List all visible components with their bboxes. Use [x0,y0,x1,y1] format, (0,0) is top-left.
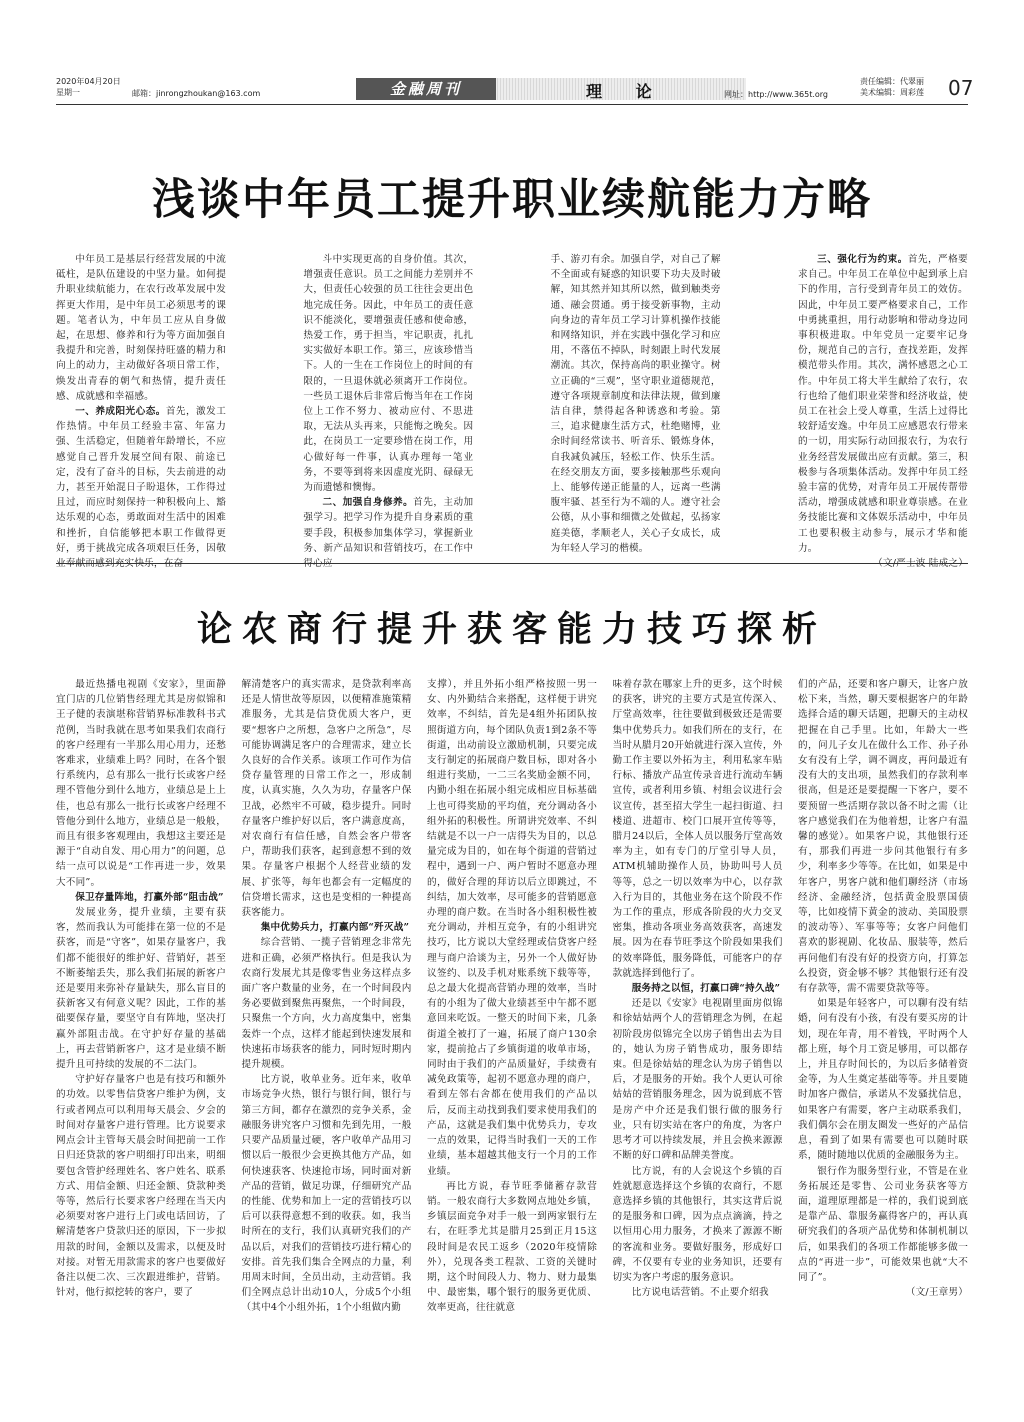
paragraph [798,996,968,1163]
paragraph-text: 最近热播电视剧《安家》，里面静宜门店的几位销售经理尤其是房似锦和王子健的表演堪称营销界标准教科书式范例，当时我就在思考如果我们农商行的客户经理有一半那么用心用力，还愁客难求，业绩难上吗？同时，在各个银行系统内，总有那么一批行长或客户经理不管他分到什么地方，业绩总是上上佳，也总有那么一批行长或客户经理不管他分到什么地方，业绩总是一般般，而且有很多客观理由，我想这主要还是源于“自动自发、用心用力”的问题，总结一点可以说是“工作再进一步，效果大不同”。 [56,679,226,888]
paragraph [427,1179,597,1316]
paragraph-text: 首先，主动加强学习。把学习作为提升自身素质的重要手段，积极参加集体学习，掌握新业务、新产品知识和营销技巧，在工作中得心应 [303,497,474,570]
paragraph [551,252,721,556]
paragraph-text: 味着存款在哪家上升的更多，这个时候的获客，讲究的主要方式是宣传深入、厅堂高效率，往往要做到极致还是需要集中优势兵力。如我们所在的支行，在当时从腊月20开始就进行深入宣传，外勤工作主要以外拓为主，利用私家车贴行标、播放产品宣传录音进行流动车辆宣传，或者利用乡镇、村组会议进行会议宣传，甚至招大学生一起扫街道、扫楼道、进超市、校门口展开宣传等等，腊月24以后，全体人员以服务厅堂高效率为主，如有专门的厅堂引导人员，ATM机辅助操作人员，协助叫号人员等等，总之一切以效率为中心，以存款入行为目的，其他业务在这个阶段不作为工作的重点，形成各阶段的火力交叉密集，推动各项业务高效获客，高速发展。因为在春节旺季这个阶段如果我们的效率降低，服务降低，可能客户的存款就选择到他行了。 [612,679,783,979]
paragraph [613,1164,783,1286]
section-heading [613,981,783,996]
paragraph [56,1072,226,1300]
article2-column [798,677,968,1381]
paragraph [56,905,226,1072]
paragraph-text: 斗中实现更高的自身价值。其次，增强责任意识。员工之间能力差别并不大，但责任心较强的员工往往会更出色地完成任务。因此，中年员工的责任意识不能淡化，要增强责任感和使命感，热爱工作，勇于担当，牢记职责，扎扎实实做好本职工作。第三，应该珍惜当下。人的一生在工作岗位上的时间的有限的，一旦退休就必须离开工作岗位。一些员工退休后非常后悔当年在工作岗位上工作不努力、被动应付、不思进取，无法从头再来，只能悔之晚矣。因此，在岗员工一定要珍惜在岗工作，用心做好每一件事，认真办理每一笔业务，不要等到将来因虚度光阴、碌碌无为而遗憾和懊悔。 [303,254,474,494]
article2-column [56,677,226,1381]
paragraph-text: 银行作为服务型行业，不管是在业务拓展还是零售、公司业务获客等方面，道理原理都是一样的，我们说到底是靠产品、靠服务赢得客户的，再认真研究我们的各项产品优势和体制机制以后，如果我们的各项工作都能够多做一点的“再进一步”，可能效果也就“大不同了”。 [798,1165,968,1283]
section-heading-text: 集中优势兵力，打赢内部“歼灭战” [260,922,410,934]
paragraph [798,252,968,556]
section-heading [56,890,226,905]
page-number: 07 [948,76,974,100]
article1-body [56,252,968,570]
article2-column [242,677,412,1381]
section-name: 理 论 [586,82,666,101]
author-byline: （文/严士波 陆成之） [873,558,968,570]
paragraph [303,495,473,571]
section-heading [242,920,412,935]
section-heading-text: 二、加强自身修养。 [322,497,414,509]
art-editor-name: 美术编辑：周彩莲 [860,88,924,97]
paragraph-text: 首先，激发工作热情。中年员工经验丰富、年富力强、生活稳定，但随着年龄增长，不应感觉自己晋升发展空间有限、前途已定，没有了奋斗的目标，失去前进的动力，甚至开始混日子盼退休，工作得过且过，而应时刻保持一种积极向上、豁达乐观的心态，勇敢面对生活中的困难和挫折，自信能够把本职工作做得更好，勇于挑战完成各项艰巨任务，因敬业奉献而感到充实快乐，在奋 [56,406,226,570]
masthead-rule [56,104,968,105]
paragraph [798,677,968,996]
paragraph [242,1072,412,1315]
editor-credits [860,76,924,98]
issue-date [56,76,121,98]
paragraph-text: 比方说电话营销。不止要介绍我 [631,1287,769,1299]
paragraph-text: 还是以《安家》电视剧里面房似锦和徐姑姑两个人的营销理念为例，在起初阶段房似锦完全以房子销售出去为目的，她认为房子销售成功，服务即结束。但是徐姑姑的理念认为房子销售以后，才是服务的开始。我个人更认可徐姑姑的营销服务理念，因为说到底不管是房产中介还是我们银行做的服务行业，只有切实站在客户的角度，为客户思考才可以持续发展，并且会换来源源不断的好口碑和品牌美誉度。 [612,998,783,1162]
paragraph [303,252,473,495]
article1-column [550,252,721,554]
paragraph [242,677,412,920]
masthead-website: 网址：http://www.365t.org [724,90,829,99]
masthead-email: 邮箱：jinrongzhoukan@163.com [132,89,261,98]
paragraph-text: 中年员工是基层行经营发展的中流砥柱，是队伍建设的中坚力量。如何提升职业续航能力，在农行改革发展中发挥更大作用，是中年员工必须思考的课题。笔者认为，中年员工应从自身做起，在思想、修养和行为等方面加强自我提升和完善，时刻保持旺盛的精力和向上的动力，主动做好各项日常工作，焕发出青春的朝气和热情，提升责任感、成就感和幸福感。 [56,254,226,402]
paragraph-text: 比方说，有的人会说这个乡镇的百姓就愿意选择这个乡镇的农商行，不愿意选择乡镇的其他银行，其实这背后说的是服务和口碑，因为点点滴滴，持之以恒用心用力服务，才换来了源源不断的客流和业务。要做好服务，形成好口碑，不仅要有专业的业务知识，还要有切实为客户考虑的服务意识。 [612,1165,783,1283]
editor-name: 责任编辑：代翠丽 [860,77,924,86]
paragraph [56,677,226,890]
paragraph [613,677,783,981]
newspaper-brand: 金融周刊 [356,78,496,100]
author-byline: （文/王章男） [905,1287,968,1299]
paragraph [56,252,226,404]
paragraph-text: 守护好存量客户也是有技巧和额外的功效。以零售信贷客户维护为例，支行或者网点可以利用每天晨会、夕会的时间对存量客户进行管理。比方说要求网点会计主管每天晨会时间把前一工作日归还贷款的客户明细打印出来，明细要包含管护经理姓名、客户姓名、联系方式、用信金额、归还金额、贷款种类等等，然后行长要求客户经理在当天内必须要对客户进行上门或电话回访，了解清楚客户贷款归还的原因，下一步拟用款的时间，金额以及需求，以便及时对接。对暂无用款需求的客户也要做好备注以便二次、三次跟进维护，营销。针对，他行拟挖转的客户，要了 [56,1074,226,1299]
masthead [56,76,974,102]
section-heading-text: 三、强化行为约束。 [817,254,908,265]
paragraph-text: 综合营销、一揽子营销理念非常先进和正确，必须严格执行。但是我认为农商行发展尤其是像零售业务这样点多面广客户数量的业务，在一个时间段内务必要做到聚焦再聚焦，一个时间段，只聚焦一个方向，火力高度集中，密集轰炸一个点，这样才能起到快速发展和快速拓市场获客的能力，同时短时期内提升规模。 [241,937,412,1071]
paragraph-text: 解清楚客户的真实需求，是贷款利率高还是人情世故等原因，以便精准施策精准服务，尤其是信贷优质大客户，更要“想客户之所想，急客户之所急”，尽可能协调满足客户的合理需求，建立长久良好的合作关系。该项工作可作为信贷存量管理的日常工作之一，形成制度，认真实施，久久为功，存量客户保卫战，必然牢不可破，稳步提升。同时存量客户维护好以后，客户满意度高，对农商行有信任感，自然会客户带客户，帮助我们获客，起到意想不到的效果。存量客户根据个人经营业绩的发展、扩张等，每年也都会有一定幅度的信贷增长需求，这也是变相的一种提高获客能力。 [241,679,412,919]
article2-column [613,677,783,1381]
article-divider [56,563,968,564]
paragraph-text: 手、游刃有余。加强自学，对自己了解不全面或有疑惑的知识要下功夫及时破解，知其然并知其所以然，做到触类旁通、融会贯通。勇于接受新事物，主动向身边的青年员工学习计算机操作技能和网络知识，并在实践中强化学习和应用，不落伍不掉队，时刻跟上时代发展潮流。其次，保持高尚的职业操守。树立正确的“三观”，坚守职业道德规范，遵守各项规章制度和法律法规，做到廉洁自律，禁得起各种诱惑和考验。第三，追求健康生活方式，杜绝赌博，业余时间经常读书、听音乐、锻炼身体，自我减负减压，轻松工作、快乐生活。在经交朋友方面，要多接触那些乐观向上、能够传递正能量的人，远离一些满腹牢骚、甚至行为不端的人。遵守社会公德，从小事和细微之处做起，弘扬家庭美德，孝顺老人，关心子女成长，成为年轻人学习的楷模。 [550,254,721,554]
paragraph-text: 们的产品，还要和客户聊天，让客户放松下来，当然，聊天要根据客户的年龄选择合适的聊天话题，把聊天的主动权把握在自己手里。比如，年龄大一些的，问儿子女儿在做什么工作、孙子孙女有没有上学，调不调皮，再问最近有没有大的支出项，虽然我们的存款利率很高，但是还是要提醒一下客户，要不要预留一些活期存款以备不时之需（让客户感觉我们在为他着想，让客户有温馨的感觉）。如果客户说，其他银行还有，那我们再进一步问其他银行有多少，利率多少等等。在比如，如果是中年客户，男客户就和他们聊经济（市场经济、金融经济，包括黄金股票国债等，比如疫情下黄金的波动、美国股票的波动等）、军事等等；女客户问他们喜欢的影视剧、化妆品、服装等，然后再问他们有没有好的投资方向，打算怎么投资，资金够不够？其他银行还有没有存款等，需不需要贷款等等。 [798,679,968,995]
article1-column [797,252,968,570]
article2-column [427,677,597,1381]
paragraph [56,404,226,571]
article1-column [56,252,226,570]
paragraph [613,1285,783,1300]
paragraph-text: 首先，严格要求自己。中年员工在单位中起到承上启下的作用，言行受到青年员工的效仿。因此，中年员工要严格要求自己，工作中勇挑重担，用行动影响和带动身边同事积极进取。中年党员一定要牢记身份，规范自己的言行，查找差距，发挥模范带头作用。其次，满怀感恩之心工作。中年员工将大半生献给了农行，农行也给了他们职业荣誉和经济收益，使员工在社会上受人尊重，生活上过得比较舒适安逸。中年员工应感恩农行带来的一切，用实际行动回报农行，为农行业务经营发展做出应有贡献。第三，积极参与各项集体活动。发挥中年员工经验丰富的优势，对青年员工开展传帮带活动，增强成就感和职业尊崇感。在业务技能比赛和文体娱乐活动中，中年员工也要积极主动参与，展示才华和能力。 [797,254,968,554]
paragraph-text: 如果是年轻客户，可以聊有没有结婚，问有没有小孩，有没有要买房的计划，现在年青，用不着钱，平时两个人都上班，每个月工资足够用，可以都存上，并且存时间长的，为以后多储着资金等，为人生奠定基础等等。并且要随时加客户微信，承诺从不发骚扰信息，如果客户有需要，客户主动联系我们，我们偶尔会在朋友圈发一些好的产品信息，看到了如果有需要也可以随时联系，随时随地以优质的金融服务为主。 [798,998,968,1162]
paragraph [798,1164,968,1286]
paragraph [242,935,412,1072]
section-heading-text: 服务持之以恒，打赢口碑“持久战” [631,983,781,995]
article2-title: 论农商行提升获客能力技巧探析 [196,610,827,650]
article1-title: 浅谈中年员工提升职业续航能力方略 [152,175,872,225]
paragraph [427,677,597,1179]
paragraph-text: 发展业务，提升业绩，主要有获客，然而我认为可能排在第一位的不是获客，而是“守客”，如果存量客户，我们都不能很好的维护好、营销好，甚至不断萎缩丢失，那么我们拓展的新客户还是要用来弥补存量缺失，那么盲目的获新客又有何意义呢？因此，工作的基础要保存量，要坚守自有阵地，坚决打赢外部阻击战。在守护好存量的基础上，再去营销新客户，这才是业绩不断提升且可持续的发展的不二法门。 [56,907,226,1071]
section-heading-text: 一、养成阳光心态。 [75,406,166,418]
paragraph-text: 支撑），并且外拓小组严格按照一男一女、内外勤结合来搭配，这样便于讲究效率，不纠结，首先是4组外拓团队按照街道方向，每个团队负责1到2条不等街道，出动前设立激励机制，只要完成支行制定的拓展商户数目标，即对各小组进行奖励，一二三名奖励金额不同，内勤小组在拓展小组完成相应目标基础上也可得奖励的平均值，充分调动各小组外拓的积极性。所谓讲究效率、不纠结就是不以一户一店得失为目的，以总量完成为目的，如在每个街道的营销过程中，遇到一户、两户暂时不愿意办理的，做好合理的拜访以后立即跳过，不纠结，加大效率，尽可能多的营销愿意办理的商户数。在当时各小组积极性被充分调动，并相互竞争，有的小组讲究技巧，比方说以大堂经理或信贷客户经理与商户洽谈为主，另外一个人做好协议签约、以及手机对账系统下载等等，总之最大化提高营销办理的效率，当时有的小组为了做大业绩甚至中午都不愿意回来吃饭。一整天的时间下来，几条街道全被打了一遍，拓展了商户130余家，提前抢占了乡镇街道的收单市场，同时由于我们的产品质量好，手续费有减免政策等，起初不愿意办理的商户，看到左邻右舍都在使用我们的产品以后，反而主动找到我们要求使用我们的产品，这就是我们集中优势兵力，专攻一点的效果，记得当时我们一天的工作业绩，基本超越其他支行一个月的工作业绩。 [427,679,597,1177]
paragraph [613,996,783,1163]
issue-weekday: 星期一 [56,88,80,97]
paragraph-text: 再比方说，春节旺季储蓄存款营销。一般农商行大多数网点地处乡镇，乡镇层面竞争对手一般一到两家银行左右，在旺季尤其是腊月25到正月15这段时间是农民工返乡（2020年疫情除外），兑现各类工程款、工资的关键时期，这个时间段人力、物力、财力最集中、最密集，哪个银行的服务更优质、效率更高，往往就意 [427,1180,597,1314]
section-heading-text: 保卫存量阵地，打赢外部“阻击战” [75,891,224,903]
article2-body [56,677,968,1381]
paragraph-text: 比方说，收单业务。近年来，收单市场竞争火热，银行与银行间，银行与第三方间，都存在激烈的竞争关系，金融服务讲究客户习惯和先到先用，一般只要产品质量过硬，客户收单产品用习惯以后一般很少会更换其他方产品，如何快速获客、快速抢市场，同时面对新产品的营销，做足功课，仔细研究产品的性能、优势和加上一定的营销技巧以后可以获得意想不到的收获。如，我当时所在的支行，我们认真研究我们的产品以后，对我们的营销技巧进行精心的安排。首先我们集合全网点的力量，利用周末时间，全员出动，主动营销。我们全网点总计出动10人，分成5个小组（其中4个小组外拓，1个小组做内勤 [241,1074,412,1314]
article1-column [303,252,474,570]
issue-date-text: 2020年04月20日 [56,77,121,86]
